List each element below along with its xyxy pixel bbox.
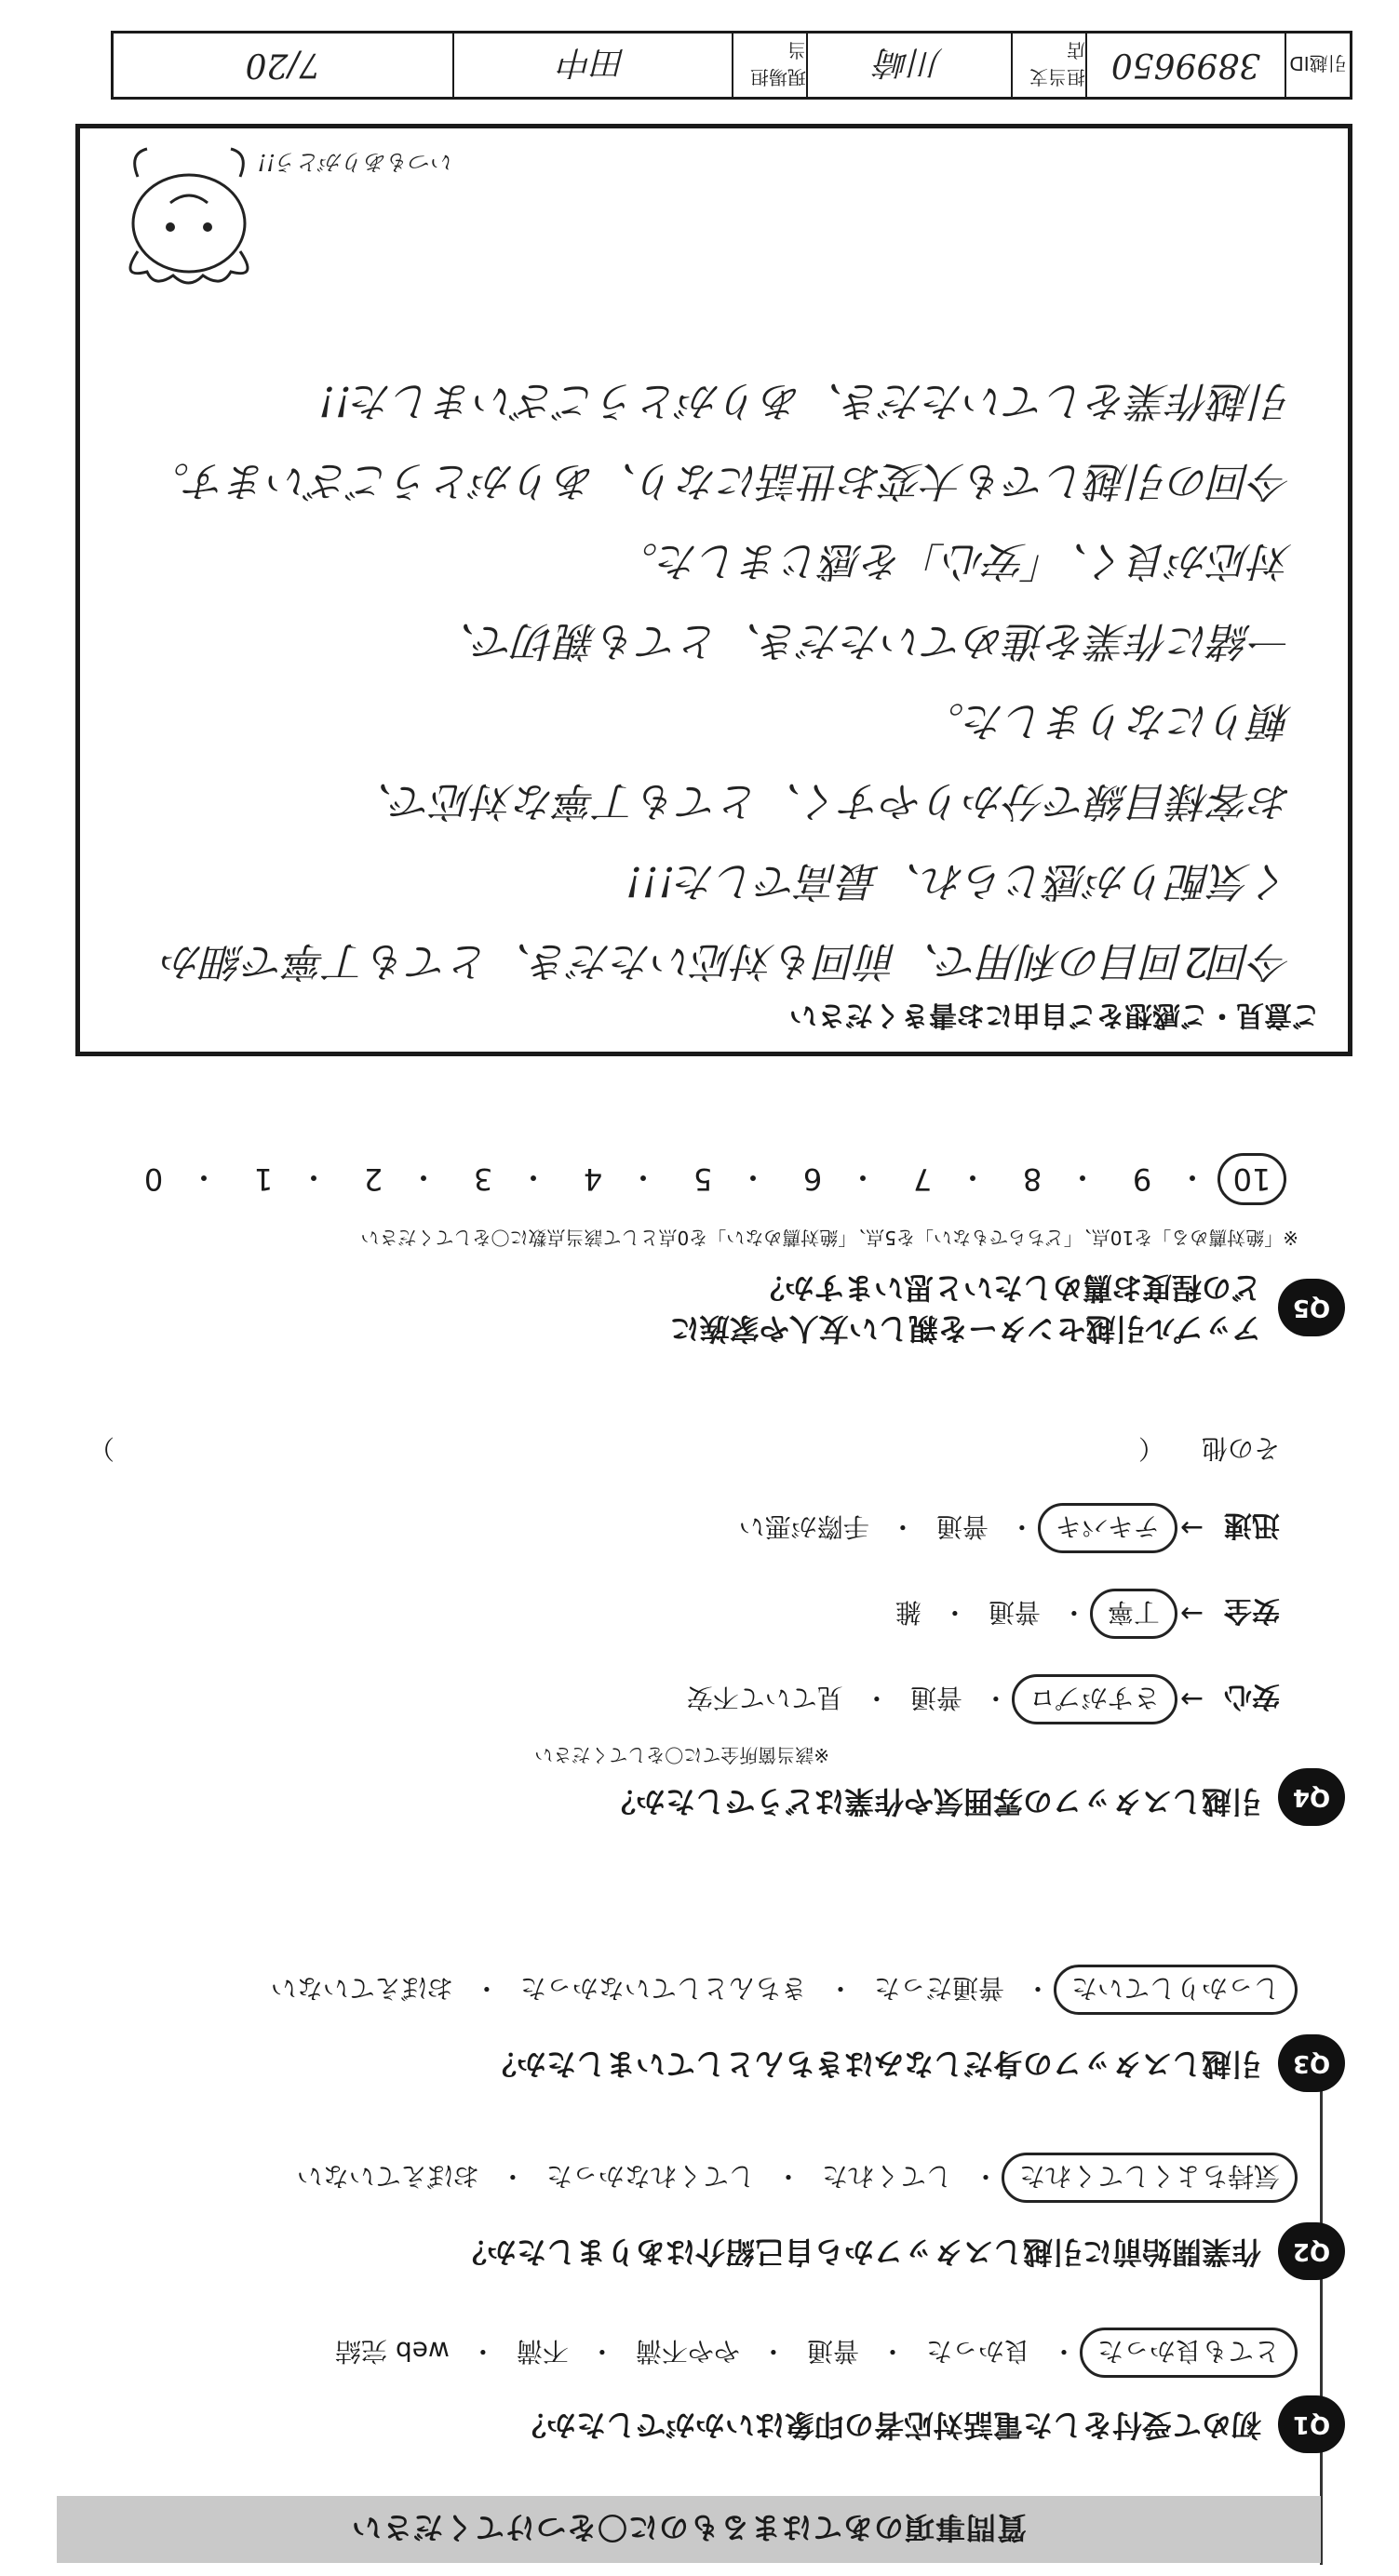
footer-id-label: 引越ID xyxy=(1289,52,1347,75)
q4-other-open: （ xyxy=(1137,1433,1164,1464)
q4-row-anshin: 安心 → さすがプロ ・ 普通 ・ 見ていて不安 xyxy=(687,1679,1280,1720)
scale-7[interactable]: 7 xyxy=(912,1161,933,1197)
q4-other-close: ） xyxy=(88,1433,115,1464)
scale-0[interactable]: 0 xyxy=(143,1161,164,1197)
q4-row-jinsoku: 迅速 → テキパキ ・ 普通 ・ 手際が悪い xyxy=(739,1508,1280,1549)
footer-lead-value: 田中 xyxy=(559,43,627,82)
footer-branch-label: 担当支店 xyxy=(1029,39,1085,88)
comment-line: 今回2回目の利用で、前回も対応いただき、とても丁寧で細か xyxy=(162,937,1292,985)
scale-1[interactable]: 1 xyxy=(253,1161,274,1197)
q4-row1-option-1[interactable]: さすがプロ xyxy=(1012,1674,1177,1724)
q2-option-2[interactable]: してくれた xyxy=(821,2161,952,2192)
q1-question: 初めて受付をした電話対応者の印象はいかがでしたか？ xyxy=(516,2408,1261,2443)
comment-box[interactable] xyxy=(75,124,1352,1056)
footer-date-cell xyxy=(114,34,452,97)
q1-option-3[interactable]: 普通 xyxy=(806,2336,859,2367)
q2-badge xyxy=(1278,2222,1345,2280)
q4-other xyxy=(88,1431,1280,1469)
q1-option-5[interactable]: 不満 xyxy=(516,2336,569,2367)
q2-option-1[interactable]: 気持ちよくしてくれた xyxy=(1002,2153,1298,2203)
footer-branch-label-cell xyxy=(1011,34,1085,97)
q1-number: Q1 xyxy=(1292,2410,1331,2438)
q4-row2-option-1[interactable]: 丁寧 xyxy=(1090,1589,1177,1639)
q2-option-4[interactable]: おぼえていない xyxy=(296,2161,479,2192)
q4-other-label: その他 xyxy=(1201,1433,1280,1464)
comment-line: お客様目線で分かりやすく、とても丁寧な対応で、 xyxy=(351,777,1292,825)
q5-question-line2: どの程度お薦めしたいと思いますか？ xyxy=(754,1270,1261,1306)
comment-line: 頼りになりました。 xyxy=(923,697,1292,745)
scale-6[interactable]: 6 xyxy=(802,1161,823,1197)
scale-2[interactable]: 2 xyxy=(363,1161,383,1197)
q3-option-1[interactable]: しっかりしていた xyxy=(1054,1965,1298,2015)
scale-4[interactable]: 4 xyxy=(583,1161,603,1197)
q4-badge xyxy=(1278,1768,1345,1826)
q1-option-1[interactable]: とても良かった xyxy=(1080,2328,1298,2378)
comment-line: く気配りが感じられ、最高でした!!! xyxy=(626,857,1292,905)
q4-row-anzen: 安全 → 丁寧 ・ 普通 ・ 雑 xyxy=(895,1593,1280,1634)
scale-8[interactable]: 8 xyxy=(1022,1161,1043,1197)
q3-option-2[interactable]: 普通だった xyxy=(873,1973,1004,2004)
q5-question-line1: アップル引越センターを親しい友人や家族に xyxy=(669,1311,1261,1347)
footer-branch-value: 川崎 xyxy=(876,43,944,82)
q4-row3-option-1[interactable]: テキパキ xyxy=(1038,1503,1177,1553)
q4-note: ※該当箇所全てに〇をしてください xyxy=(534,1744,829,1766)
q4-number: Q4 xyxy=(1292,1783,1331,1811)
footer-table xyxy=(111,31,1352,100)
q1-options: とても良かった ・ 良かった ・ 普通 ・ やや不満 ・ 不満 ・ web 完結 xyxy=(335,2334,1280,2371)
q4-row-label: 迅速 xyxy=(1224,1509,1280,1541)
q3-question: 引越しスタッフの身だしなみはきちんとしていましたか？ xyxy=(486,2046,1261,2082)
q1-badge xyxy=(1278,2395,1345,2453)
q4-row3-option-3[interactable]: 手際が悪い xyxy=(738,1511,869,1542)
scale-10[interactable]: 10 xyxy=(1207,1161,1297,1197)
q3-badge xyxy=(1278,2034,1345,2092)
q4-row-label: 安全 xyxy=(1224,1594,1280,1627)
q1-option-6[interactable]: web 完結 xyxy=(335,2336,450,2367)
q3-number: Q3 xyxy=(1292,2049,1331,2077)
instruction-text: 質問事項のあてはまるものに〇をつけてください xyxy=(351,2510,1028,2545)
footer-id-value: 3899650 xyxy=(1110,46,1261,85)
footer-id-value-cell xyxy=(1085,34,1285,97)
q1-option-4[interactable]: やや不満 xyxy=(635,2336,740,2367)
smiley-doodle-icon xyxy=(101,140,277,288)
q5-note: ※「絶対薦める」を10点、「どちらでもない」を5点、「絶対薦めない」を0点として該当点数に〇をしてください xyxy=(360,1227,1298,1249)
q2-question: 作業開始前に引越しスタッフから自己紹介はありましたか？ xyxy=(456,2234,1261,2270)
scale-5[interactable]: 5 xyxy=(693,1161,713,1197)
comment-line: 対応が良く、「安心」を感じました。 xyxy=(616,537,1292,584)
comment-title: ご意見・ご感想をご自由にお書きください xyxy=(789,999,1320,1031)
scale-3[interactable]: 3 xyxy=(473,1161,493,1197)
footer-lead-label: 現場担当 xyxy=(750,39,806,88)
footer-branch-value-cell xyxy=(806,34,1011,97)
q5-scale: 10 ・ 9 ・ 8 ・ 7 ・ 6 ・ 5 ・ 4 ・ 3 ・ 2 ・ 1 ・ 0 xyxy=(109,1158,1297,1201)
q4-row-label: 安心 xyxy=(1224,1680,1280,1712)
comment-line: 一緒に作業を進めていただき、とても親切で、 xyxy=(434,617,1292,664)
arrow-right-icon: → xyxy=(1179,1511,1204,1545)
instruction-header xyxy=(57,2496,1321,2563)
q3-options: しっかりしていた ・ 普通だった ・ きちんとしていなかった ・ おぼえていない xyxy=(271,1971,1280,2008)
doodle-caption: いつもありがとう!! xyxy=(257,149,454,175)
q4-question: 引越しスタッフの雰囲気や作業はどうでしたか？ xyxy=(605,1784,1261,1819)
q4-row3-option-2[interactable]: 普通 xyxy=(935,1511,989,1542)
footer-date-value: 7/20 xyxy=(245,46,321,85)
comment-line: 今回の引越しでも大変お世話になり、ありがとうございます。 xyxy=(148,457,1292,504)
q4-row1-option-3[interactable]: 見ていて不安 xyxy=(686,1683,843,1713)
scale-9[interactable]: 9 xyxy=(1132,1161,1152,1197)
q2-option-3[interactable]: してくれなかった xyxy=(545,2161,755,2192)
footer-lead-label-cell xyxy=(732,34,806,97)
comment-text xyxy=(119,374,1292,986)
footer-id-label-cell xyxy=(1285,34,1350,97)
footer-lead-value-cell xyxy=(452,34,732,97)
q3-option-3[interactable]: きちんとしていなかった xyxy=(519,1973,807,2004)
q3-option-4[interactable]: おぼえていない xyxy=(270,1973,453,2004)
q2-options: 気持ちよくしてくれた ・ してくれた ・ してくれなかった ・ おぼえていない xyxy=(297,2159,1280,2196)
left-edge-line xyxy=(1320,2044,1323,2565)
arrow-right-icon: → xyxy=(1179,1597,1204,1630)
q5-number: Q5 xyxy=(1292,1294,1331,1322)
comment-line: 引越作業をしていただき、ありがとうございました!! xyxy=(318,377,1292,424)
q4-other-field[interactable] xyxy=(114,1431,1138,1469)
q4-row2-option-3[interactable]: 雑 xyxy=(895,1597,921,1628)
q1-option-2[interactable]: 良かった xyxy=(925,2336,1030,2367)
arrow-right-icon: → xyxy=(1179,1683,1204,1716)
q4-row1-option-2[interactable]: 普通 xyxy=(909,1683,962,1713)
q2-number: Q2 xyxy=(1292,2237,1331,2265)
q4-row2-option-2[interactable]: 普通 xyxy=(988,1597,1041,1628)
q5-badge xyxy=(1278,1279,1345,1336)
q5-question xyxy=(670,1268,1261,1349)
